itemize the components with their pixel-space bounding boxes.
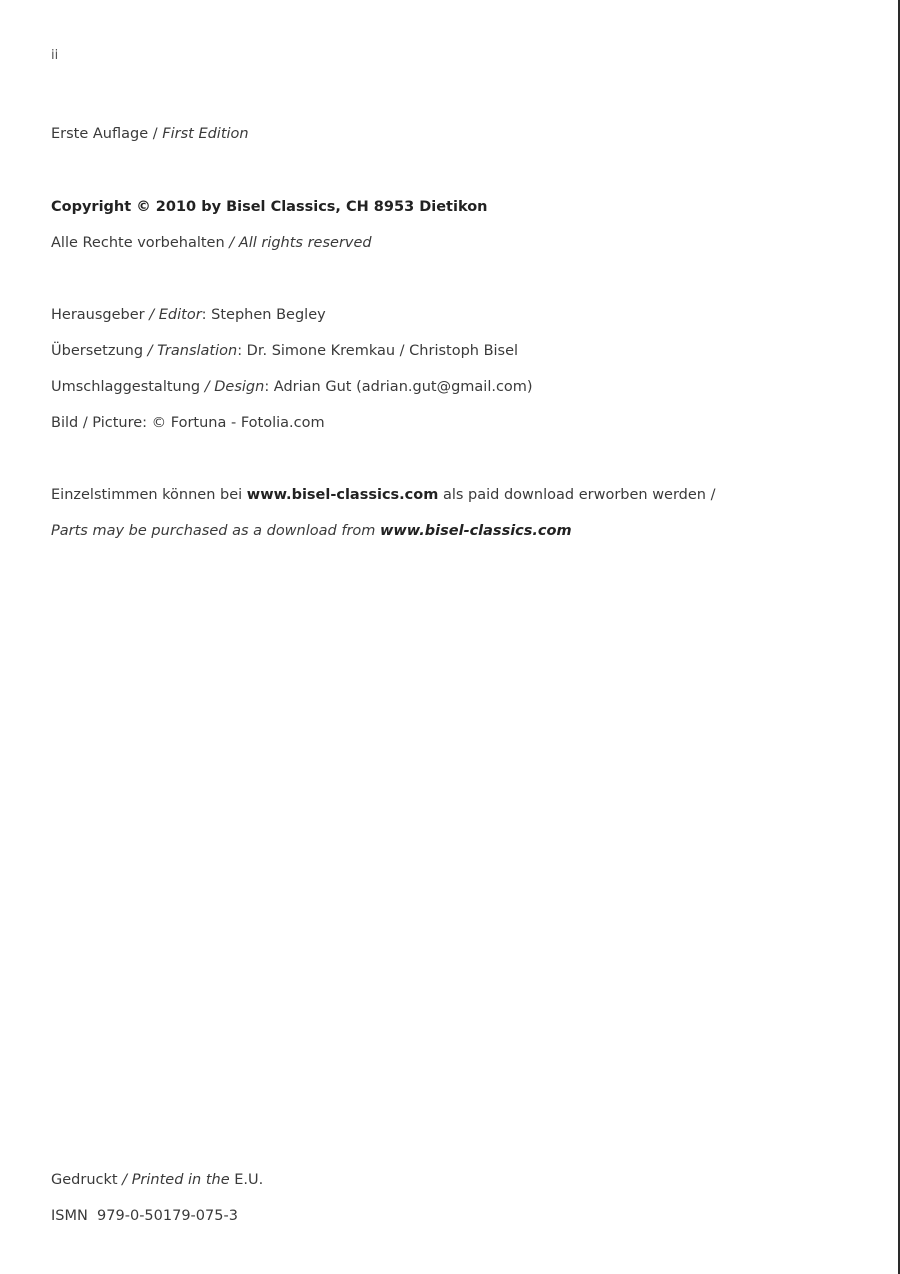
copyright-line: Copyright © 2010 by Bisel Classics, CH 8953 Dietikon xyxy=(51,199,488,215)
edition-line xyxy=(51,125,249,143)
design-value: : Adrian Gut (adrian.gut@gmail.com) xyxy=(264,379,533,395)
rights-separator: / xyxy=(224,235,239,251)
translation-value: : Dr. Simone Kremkau / Christoph Bisel xyxy=(237,343,519,359)
parts-en-website-link[interactable]: www.bisel-classics.com xyxy=(380,523,572,539)
page-number: ii xyxy=(51,48,59,63)
design-credit xyxy=(51,378,533,396)
rights-de: Alle Rechte vorbehalten xyxy=(51,235,225,251)
printed-en: Printed in the xyxy=(131,1172,230,1188)
design-label-en: Design xyxy=(214,379,265,395)
printed-line xyxy=(51,1171,263,1189)
parts-de-suffix: als paid download erworben werden / xyxy=(438,487,716,503)
editor-separator: / xyxy=(144,307,159,323)
design-label-de: Umschlaggestaltung xyxy=(51,379,201,395)
printed-suffix: E.U. xyxy=(229,1172,264,1188)
parts-en-prefix: Parts may be purchased as a download from xyxy=(51,523,381,539)
ismn-line: ISMN 979-0-50179-075-3 xyxy=(51,1208,238,1224)
rights-line xyxy=(51,234,372,252)
printed-de: Gedruckt xyxy=(51,1172,118,1188)
translation-label-en: Translation xyxy=(157,343,238,359)
editor-credit xyxy=(51,306,326,324)
editor-label-en: Editor xyxy=(158,307,202,323)
parts-de-website-link[interactable]: www.bisel-classics.com xyxy=(246,487,439,503)
edition-separator: / xyxy=(148,126,163,142)
edition-en: First Edition xyxy=(162,126,249,142)
editor-value: : Stephen Begley xyxy=(201,307,326,323)
design-separator: / xyxy=(200,379,215,395)
editor-label-de: Herausgeber xyxy=(51,307,145,323)
translation-credit xyxy=(51,342,518,360)
parts-note-en xyxy=(51,522,572,540)
parts-note-de xyxy=(51,486,716,504)
printed-separator: / xyxy=(117,1172,132,1188)
translation-label-de: Übersetzung xyxy=(51,343,144,359)
translation-separator: / xyxy=(143,343,158,359)
rights-en: All rights reserved xyxy=(238,235,372,251)
picture-credit: Bild / Picture: © Fortuna - Fotolia.com xyxy=(51,415,325,431)
edition-de: Erste Auflage xyxy=(51,126,149,142)
parts-de-prefix: Einzelstimmen können bei xyxy=(51,487,247,503)
